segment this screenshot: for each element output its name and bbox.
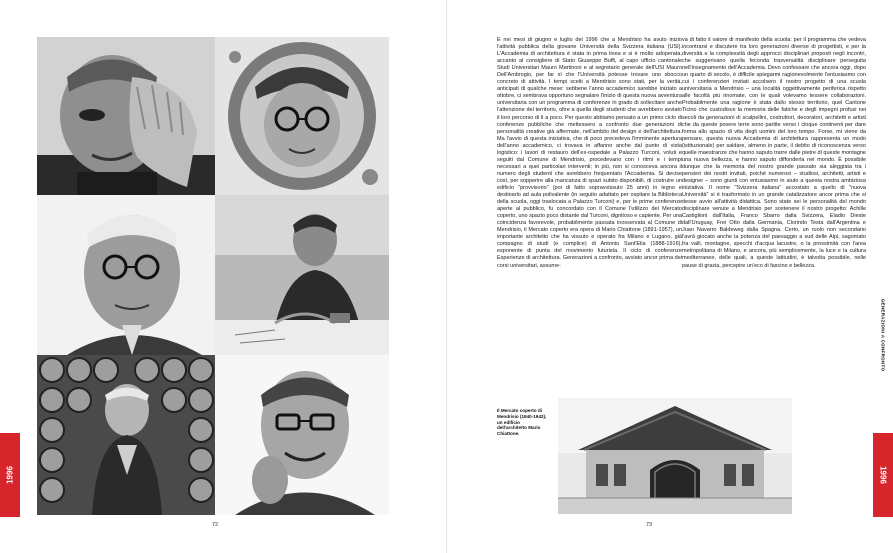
- body-text-1: È nei mesi di giugno e luglio del 1996 che a Mendrisio ha avuto inizio l'attività pubblica della giovane Università della Svizzera italiana (USI). L'Accademia di architettura è stata in prima linea e si è molto adoperata, accanto al consigliere di Stato Giuseppe Buffi, al capo ufficio cantonale Studi Universitari Mauro Martinoni e al segretario generale dell'USI Mauro Dell'Ambrogio, per far sì che l'Università potesse trovare uno sbocco concreto di attività. I tempi scelti a Mendrisio sono stati, per la verità, anticipati di qualche mese: sebbene l'anno accademico sarebbe iniziato a ottobre, ci sembrava opportuno segnalare l'inizio di questa nuova avventura universitaria con un programma di conferenze in grado di sollecitare anche l'attenzione del territorio, oltre a quella degli studenti che avrebbero avviato il loro percorso di lì a poco. Per questo abbiamo pensato a un primo ciclo di conferenze pubbliche che mettessero a confronto due generazioni di personalità creative già affermate, nell'ambito del design e dell'architettura. Ma l'avvio di questa iniziativa, che di poco precedeva l'imminente apertura dell'anno accademico, ci trovava in affanno anche dal punto di vista logistico: i lavori di restauro dell'ex-ospedale a Palazzo Turconi, voluti e seguiti dal Comune di Mendrisio, procedevano con i ritmi e i tempi necessari a quei particolari interventi; in più, non si conosceva ancora il numero degli studenti che avrebbero frequentato l'Accademia. Si decise così, per sopperire alla mancanza di spazi subito disponibili, di costruire un edificio "provvisorio" (poi di fatto sopravvissuto 25 anni) in legno e destinarlo ad aula polivalente (in seguito adattato per ospitare la Biblioteca della scuola, oggi traslocata a Palazzo Turconi) e, per le prime conferenze aperte al pubblico, fu concordato con il Comune l'utilizzo del Mercato coperto, uno spazio poco distante dal Turconi, dignitoso e capiente. Per una coincidenza favorevole, probabilmente passata inosservata al Comune di Mendrisio, il Mercato coperto era opera di Mario Chiattone (1891-1957), un importante architetto che ha vissuto e operato fra Milano e Lugano, già compagno di studi (e complice) di Antonio Sant'Elia (1888-1916), esponente di punta del movimento futurista. Il ciclo di conferenze Esperienze di architettura. Generazioni a confronto, avviato ancor prima dei corsi universitari, assume-: [497, 37, 682, 269]
- portrait-drawing-at-desk: [215, 195, 389, 355]
- portrait-round-glasses: [215, 37, 389, 195]
- mercato-coperto-photo: [558, 398, 792, 514]
- page-number-right: 73: [646, 522, 653, 528]
- portrait-man-with-tubes: [37, 355, 215, 515]
- year-tab-right: [873, 433, 893, 517]
- year-tab-left: [0, 433, 20, 517]
- portrait-smiling-glasses: [215, 355, 389, 515]
- text-column-2: [682, 37, 866, 377]
- year-tab-right-label: 1996: [878, 466, 888, 484]
- page-number-left: 72: [212, 522, 219, 528]
- body-text-2: va di fatto il valore di manifesto della scuola: per il programma che vedeva incontrarsi e discutere tra loro generazioni diverse di progettisti, e per la diversità e la complessità degli approcci disciplinari proposti negli incontri, che suggerivano quella feconda trasversalità disciplinare perseguita nell'insegnamento dell'Accademia. Devo confessare che ancora oggi, dopo un quarto di secolo, è difficile spiegarmi ragionevolmente l'entusiasmo con cui i conferenzieri invitati accolsero il nostro progetto di una scuola universitaria a Mendrisio – una località oggettivamente periferica rispetto alle facoltà più rinomate, con le quali volevamo tessere collaborazioni. Probabilmente una ragione è stata dallo stesso territorio, quel Cantone Ticino che custodisce la memoria delle fatiche e degli impegni profusi nei secoli da generazioni di scalpellini, costruttori, decoratori, architetti e artisti che da queste povere terre sono partite verso i cinque continenti per dare forma allo spazio di vita degli uomini del loro tempo. Forse, mi viene da pensare, questa nuova Accademia di architettura rappresenta un modo (istituzionale) per saldare, almeno in parte, il debito di riconoscenza verso quelle maestranze che hanno saputo trarre dalle pietre di queste montagne una nuova bellezza, e hanno saputo diffonderla nel mondo. È possibile dunque che la memoria del nostro grande passato sia aleggiata tra i pensieri dei nostri invitati, poiché numerosi – studiosi, architetti, artisti e designer – sono giunti con entusiasmo in aiuto a questa nostra ambiziosa iniziativa. Il nome "Svizzera italiana" accostato a quello di "nuova Università" si è trasformato in un grande catalizzatore ancor prima che si desse avvio all'attività didattica. Sono state sei le personalità del mondo disciplinare venute a Mendrisio per sostenere il nostro progetto: Achille Castiglioni dall'Italia, Franco Sbarro dalla Svizzera, Eladio Dieste dall'Uruguay, Frei Otto dalla Germania, Clorindo Testa dall'Argentina e Juan Navarro Baldeweg dalla Spagna. Certo, un ruolo non secondario l'avrà giocato anche la potenza del paesaggio a sud delle Alpi, sagomato fra valli, montagne, specchi d'acqua lacustre, o la prossimità con l'area metropolitana di Milano, e ancora, più semplicemente, la luce e la cultura mediterranee, delle quali, a queste latitudini, è talvolta possibile, nelle pause di grazia, percepire un'eco di fascino e bellezza.: [682, 37, 866, 269]
- page-gutter: [446, 0, 447, 553]
- portrait-hand-over-eye: [37, 37, 215, 195]
- running-head: GENERAZIONI A CONFRONTO: [880, 298, 886, 372]
- photo-caption: Il Mercato coperto di Mendrisio (1940-1943), un edificio dell'architetto Mario Chiattone.: [497, 408, 547, 437]
- portrait-elderly-glasses: [37, 195, 215, 355]
- text-column-1: [497, 37, 682, 377]
- year-tab-left-label: 1996: [5, 466, 15, 484]
